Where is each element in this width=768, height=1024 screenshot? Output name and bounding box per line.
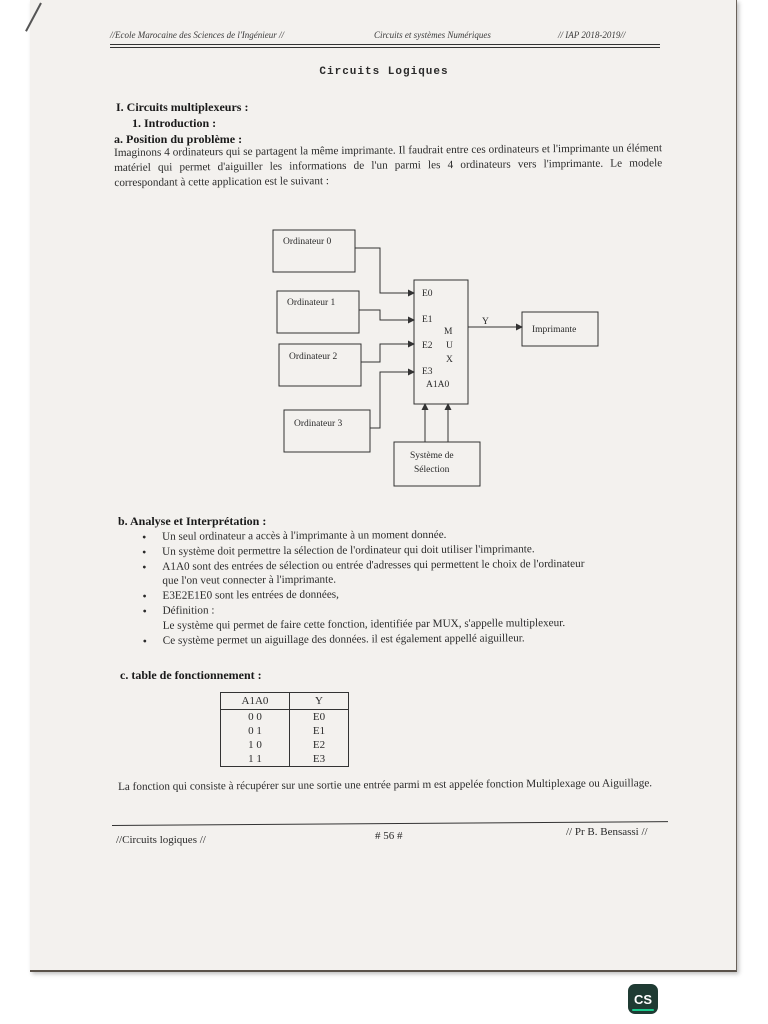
printer-label: Imprimante	[532, 325, 577, 335]
mux-letter-u: U	[446, 341, 453, 351]
section-subheading: 1. Introduction :	[132, 116, 217, 130]
camscanner-logo-icon	[628, 984, 658, 1014]
list-item: • Un seul ordinateur a accès à l'imprimante à un moment donnée.	[140, 526, 662, 544]
mux-diagram	[260, 222, 610, 492]
truth-table-title: c. table de fonctionnement :	[120, 668, 262, 682]
computer-0-label: Ordinateur 0	[283, 237, 332, 247]
section-heading: I. Circuits multiplexeurs :	[116, 100, 249, 114]
input-e1-label: E1	[422, 315, 433, 325]
analysis-list	[140, 526, 663, 648]
conclusion-paragraph: La fonction qui consiste à récupérer sur une sortie une entrée parmi m est appelée fonction Multiplexage ou Aiguillage.	[118, 777, 653, 793]
table-row	[221, 710, 349, 725]
wire-e0	[355, 248, 414, 293]
truth-table	[220, 692, 349, 767]
table-cell: 1 1	[221, 752, 290, 767]
mux-letter-m: M	[444, 327, 453, 337]
list-item: • Définition :	[141, 600, 663, 618]
selection-label-2: Sélection	[414, 465, 450, 475]
computer-1-label: Ordinateur 1	[287, 298, 336, 308]
computer-3-box	[284, 410, 370, 452]
position-title: a. Position du problème :	[114, 132, 243, 146]
list-item: • A1A0 sont des entrées de sélection ou entrée d'adresses qui permettent le choix de l'ordinateur	[140, 556, 662, 574]
table-cell: E3	[290, 752, 349, 767]
table-cell: E2	[290, 738, 349, 752]
header-course: Circuits et systèmes Numériques	[374, 30, 491, 40]
table-header-output: Y	[290, 693, 349, 710]
table-cell: 0 0	[221, 710, 290, 725]
mux-diagram-svg	[260, 222, 610, 492]
table-header-address: A1A0	[221, 693, 290, 710]
list-item: • E3E2E1E0 sont les entrées de données,	[140, 586, 662, 604]
table-cell: 0 1	[221, 724, 290, 738]
selection-label-1: Système de	[410, 451, 454, 461]
wire-e2	[361, 344, 414, 362]
address-label: A1A0	[426, 380, 450, 390]
page-header	[110, 30, 660, 44]
wire-e3	[370, 372, 414, 428]
analysis-title: b. Analyse et Interprétation :	[118, 514, 267, 528]
list-item: • Ce système permet un aiguillage des données. il est également appellé aiguilleur.	[141, 630, 663, 648]
footer-author: // Pr B. Bensassi //	[566, 826, 648, 838]
input-e0-label: E0	[422, 289, 433, 299]
header-school: //Ecole Marocaine des Sciences de l'Ingénieur //	[110, 30, 285, 40]
input-e3-label: E3	[422, 367, 433, 377]
computer-2-box	[279, 344, 361, 386]
camscanner-logo-text: CS	[633, 991, 653, 1007]
selection-box	[394, 442, 480, 486]
table-cell: 1 0	[221, 738, 290, 752]
list-item-continued: Le système qui permet de faire cette fonction, identifiée par MUX, s'appelle multiplexeur.	[162, 616, 566, 632]
page-title: Circuits Logiques	[319, 66, 449, 78]
position-paragraph: Imaginons 4 ordinateurs qui se partagent la même imprimante. Il faudrait entre ces ordinateurs et l'imprimante un élément matériel qui permet d'aiguiller les informations de l'un parmi les 4 ordinateurs vers l'imprimante. Le modele correspondant à cette application est le suivant :	[114, 142, 663, 189]
page-number: # 56 #	[375, 830, 403, 842]
header-rule	[110, 44, 660, 45]
computer-2-label: Ordinateur 2	[289, 352, 338, 362]
list-item: • Un système doit permettre la sélection de l'ordinateur qui doit utiliser l'imprimante.	[140, 541, 662, 559]
computer-3-label: Ordinateur 3	[294, 419, 343, 429]
list-item-continued: que l'on veut connecter à l'imprimante.	[162, 574, 337, 588]
table-row	[221, 738, 349, 752]
table-row	[221, 752, 349, 767]
mux-letter-x: X	[446, 355, 453, 365]
header-rule-thin	[110, 47, 660, 48]
table-cell: E0	[290, 710, 349, 725]
input-e2-label: E2	[422, 341, 433, 351]
footer-left: //Circuits logiques //	[116, 834, 206, 846]
output-label: Y	[482, 317, 489, 327]
wire-e1	[359, 310, 414, 320]
table-cell: E1	[290, 724, 349, 738]
table-row	[221, 724, 349, 738]
header-year: // IAP 2018-2019//	[558, 30, 626, 40]
